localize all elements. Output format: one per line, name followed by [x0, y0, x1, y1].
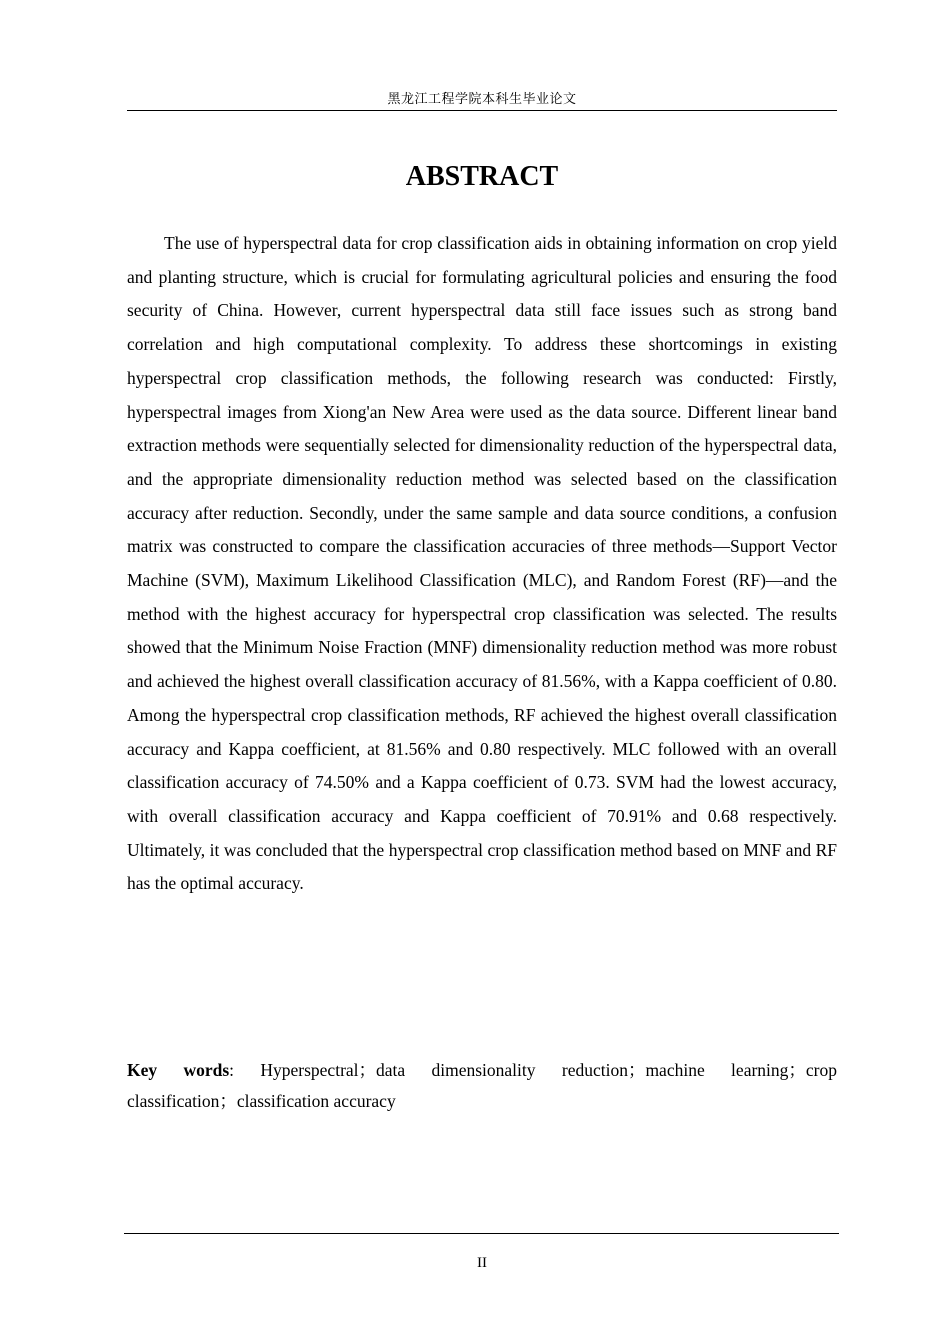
keywords-separator: : [229, 1060, 261, 1080]
footer-rule [124, 1233, 839, 1234]
abstract-paragraph: The use of hyperspectral data for crop classification aids in obtaining information on crop yield and planting structure, which is crucial for formulating agricultural policies and ensuring the food security of China. However, current hyperspectral data still face issues such as strong band correlation and high computational complexity. To address these shortcomings in existing hyperspectral crop classification methods, the following research was conducted: Firstly, hyperspectral images from Xiong'an New Area were used as the data source. Different linear band extraction methods were sequentially selected for dimensionality reduction of the hyperspectral data, and the appropriate dimensionality reduction method was selected based on the classification accuracy after reduction. Secondly, under the same sample and data source conditions, a confusion matrix was constructed to compare the classification accuracies of three methods—Support Vector Machine (SVM), Maximum Likelihood Classification (MLC), and Random Forest (RF)—and the method with the highest accuracy for hyperspectral crop classification was selected. The results showed that the Minimum Noise Fraction (MNF) dimensionality reduction method was more robust and achieved the highest overall classification accuracy of 81.56%, with a Kappa coefficient of 0.80. Among the hyperspectral crop classification methods, RF achieved the highest overall classification accuracy and Kappa coefficient, at 81.56% and 0.80 respectively. MLC followed with an overall classification accuracy of 74.50% and a Kappa coefficient of 0.73. SVM had the lowest accuracy, with overall classification accuracy and Kappa coefficient of 70.91% and 0.68 respectively. Ultimately, it was concluded that the hyperspectral crop classification method based on MNF and RF has the optimal accuracy. [127, 233, 837, 894]
keywords-label: Key words [127, 1060, 230, 1080]
header-rule [127, 110, 837, 111]
keywords-line [127, 1055, 837, 1117]
page-number: II [477, 1255, 487, 1271]
keywords-text: Hyperspectral；data dimensionality reduction；machine learning；crop classification；classification accuracy [127, 1060, 837, 1111]
abstract-title: ABSTRACT [405, 161, 559, 192]
running-header: 黑龙江工程学院本科生毕业论文 [387, 92, 577, 107]
